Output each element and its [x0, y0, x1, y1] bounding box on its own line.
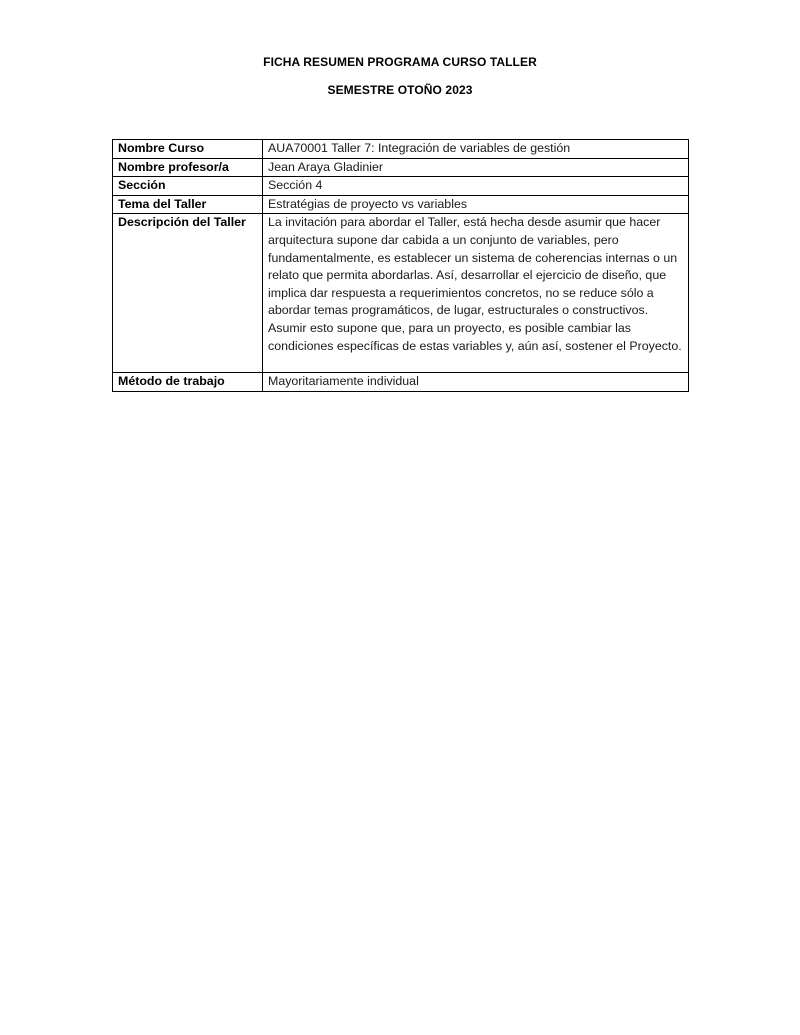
row-value: Sección 4 — [263, 177, 689, 196]
row-value: Estratégias de proyecto vs variables — [263, 195, 689, 214]
row-value: La invitación para abordar el Taller, está hecha desde asumir que hacer arquitectura supone dar cabida a un conjunto de variables, pero fundamentalmente, es establecer un sistema de coherencias internas o un relato que permita abordarlas. Así, desarrollar el ejercicio de diseño, que implica dar respuesta a requerimientos concretos, no se reduce sólo a abordar temas programáticos, de lugar, estructurales o constructivos. Asumir esto supone que, para un proyecto, es posible cambiar las condiciones específicas de estas variables y, aún así, sostener el Proyecto. — [263, 214, 689, 373]
row-label: Descripción del Taller — [113, 214, 263, 373]
table-row-work-method — [113, 373, 689, 392]
row-label: Tema del Taller — [113, 195, 263, 214]
table-row-topic — [113, 195, 689, 214]
row-value: Jean Araya Gladinier — [263, 158, 689, 177]
row-label: Nombre profesor/a — [113, 158, 263, 177]
table-row-description — [113, 214, 689, 373]
document-subtitle: SEMESTRE OTOÑO 2023 — [327, 83, 473, 97]
row-label: Nombre Curso — [113, 140, 263, 159]
table-row-course-name — [113, 140, 689, 159]
row-value: AUA70001 Taller 7: Integración de variables de gestión — [263, 140, 689, 159]
course-summary-table — [112, 139, 689, 392]
table-row-section — [113, 177, 689, 196]
row-value: Mayoritariamente individual — [263, 373, 689, 392]
row-label: Método de trabajo — [113, 373, 263, 392]
table-row-professor — [113, 158, 689, 177]
row-label: Sección — [113, 177, 263, 196]
document-title: FICHA RESUMEN PROGRAMA CURSO TALLER — [263, 55, 537, 69]
